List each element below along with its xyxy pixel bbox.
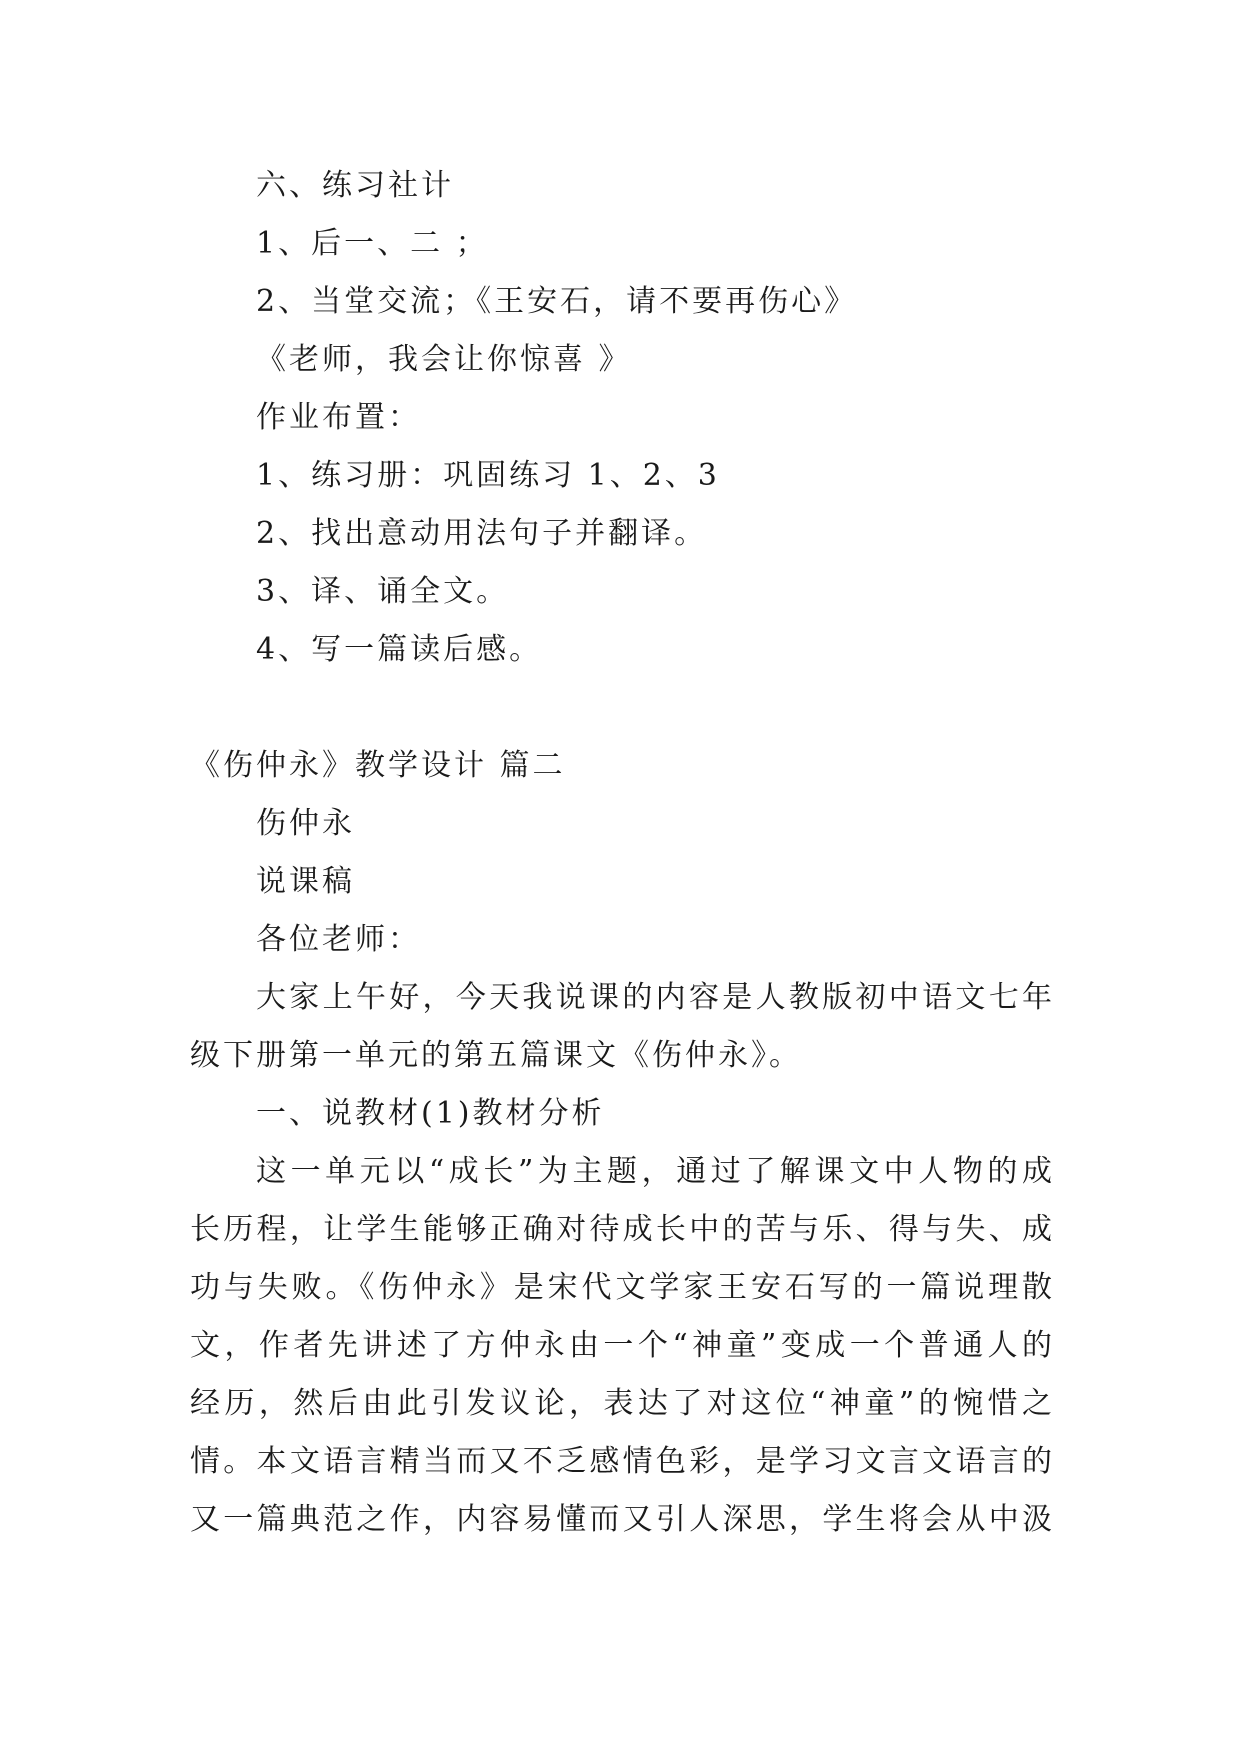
homework-item-2: 2、找出意动用法句子并翻译。 [256,516,708,551]
para2-line-1: 这一单元以“成长”为主题，通过了解课文中人物的成 [256,1154,1052,1189]
section-title: 《伤仲永》教学设计 篇二 [190,748,566,783]
homework-item-1: 1、练习册：巩固练习 1、2、3 [256,458,720,493]
para2-line-5: 经历，然后由此引发议论，表达了对这位“神童”的惋惜之 [190,1386,1052,1421]
practice-item-2-cont: 《老师，我会让你惊喜 》 [256,342,632,377]
heading-teaching-material: 一、说教材(1)教材分析 [256,1096,605,1131]
lesson-subtitle: 说课稿 [256,864,355,899]
para1-line-2: 级下册第一单元的第五篇课文《伤仲永》。 [190,1038,802,1073]
para2-line-2: 长历程，让学生能够正确对待成长中的苦与乐、得与失、成 [190,1212,1052,1247]
para2-line-6: 情。本文语言精当而又不乏感情色彩，是学习文言文语言的 [190,1444,1052,1479]
practice-item-1: 1、后一、二 ； [256,226,489,261]
lesson-title: 伤仲永 [256,806,355,841]
para1-line-1: 大家上午好，今天我说课的内容是人教版初中语文七年 [256,980,1052,1015]
practice-item-2: 2、当堂交流；《王安石，请不要再伤心》 [256,284,858,319]
homework-heading: 作业布置： [256,400,421,435]
homework-item-3: 3、译、诵全文。 [256,574,510,609]
homework-item-4: 4、写一篇读后感。 [256,632,543,667]
greeting: 各位老师： [256,922,421,957]
para2-line-3: 功与失败。《伤仲永》是宋代文学家王安石写的一篇说理散 [190,1270,1052,1305]
para2-line-4: 文，作者先讲述了方仲永由一个“神童”变成一个普通人的 [190,1328,1052,1363]
para2-line-7: 又一篇典范之作，内容易懂而又引人深思，学生将会从中汲 [190,1502,1052,1537]
practice-heading: 六、练习社计 [256,168,454,203]
